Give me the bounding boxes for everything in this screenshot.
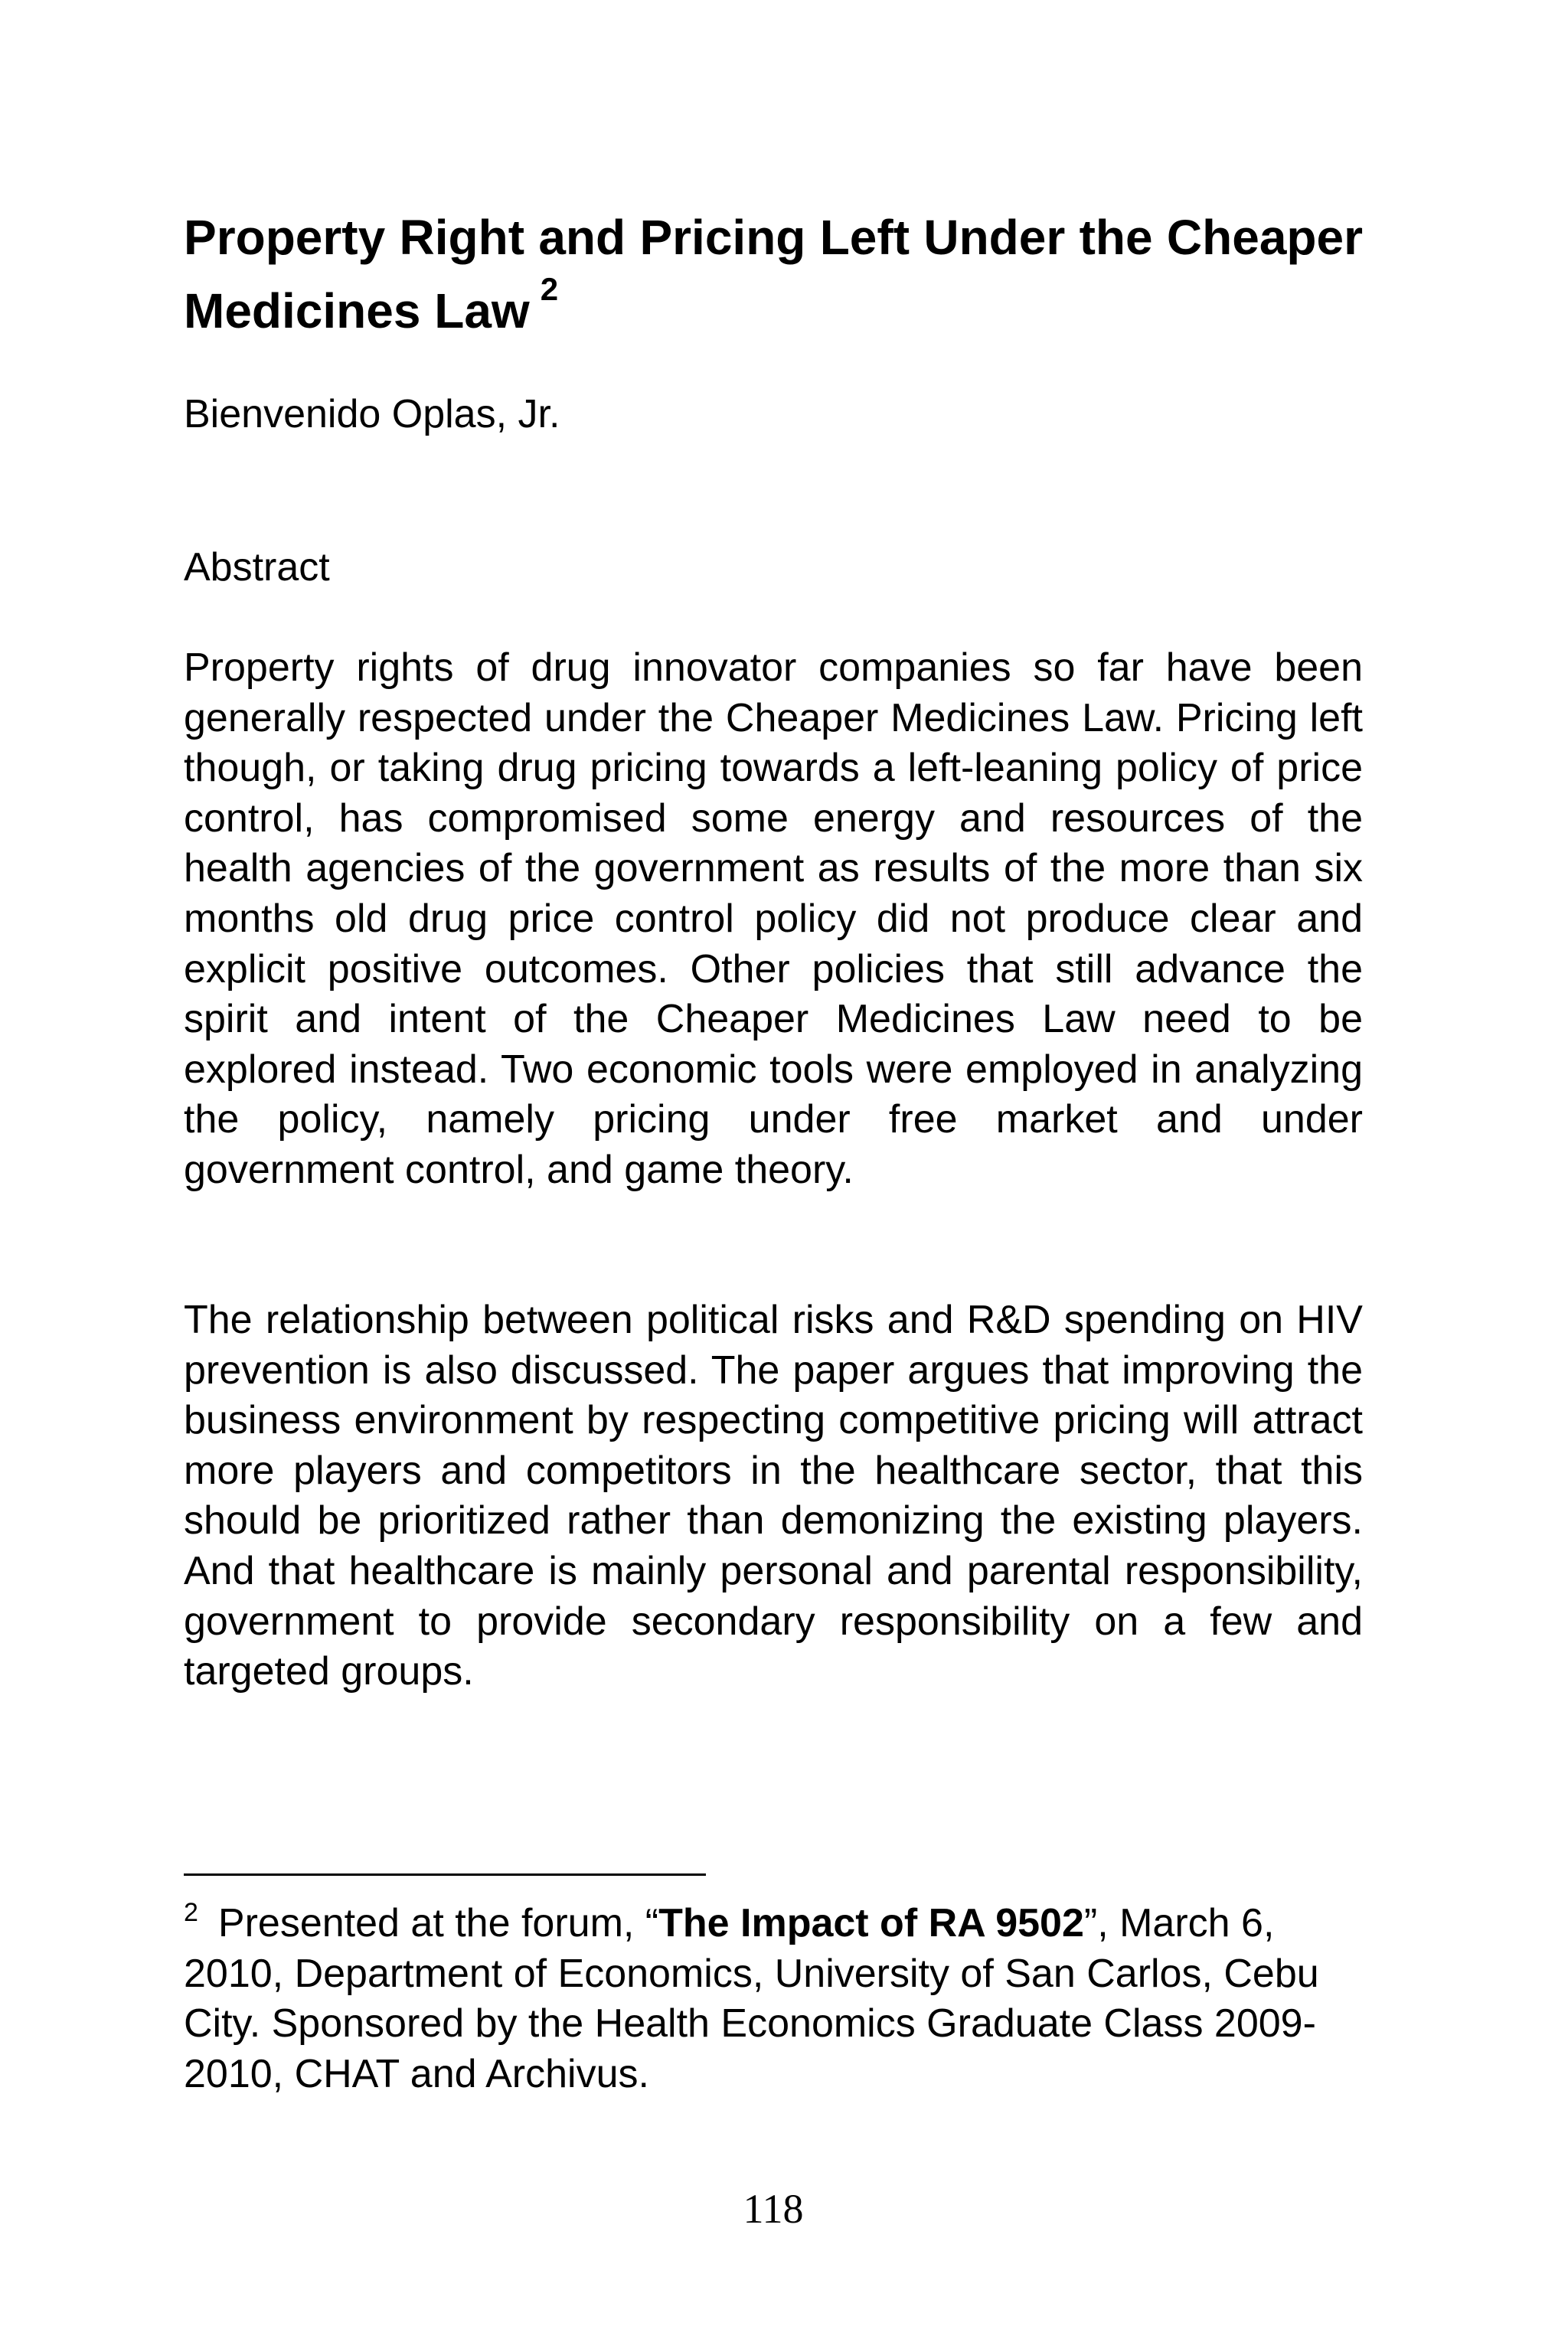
title-footnote-reference[interactable]: 2 [540,271,559,307]
abstract-heading: Abstract [184,545,330,590]
footnote-marker: 2 [184,1898,198,1927]
author-name: Bienvenido Oplas, Jr. [184,392,560,436]
footnote [184,1899,1363,2099]
footnote-separator [184,1873,706,1876]
document-page [184,0,1363,2352]
abstract-paragraph-1: Property rights of drug innovator companies so far have been generally respected under the Cheaper Medicines Law. Pricing left though, or taking drug pricing towards a left-leaning policy of price control, has compromised some energy and resources of the health agencies of the government as results of the more than six months old drug price control policy did not produce clear and explicit positive outcomes. Other policies that still advance the spirit and intent of the Cheaper Medicines Law need to be explored instead. Two economic tools were employed in analyzing the policy, namely pricing under free market and under government control, and game theory. [184,645,1363,1192]
footnote-text-after: ”, March 6, 2010, Department of Economics, University of San Carlos, Cebu City. Sponsored by the Health Economics Graduate Class 2009-2010, CHAT and Archivus. [184,1901,1319,2096]
article-title-text: Property Right and Pricing Left Under the Cheaper Medicines Law [184,210,1363,338]
footnote-emphasis: The Impact of RA 9502 [658,1901,1084,1945]
page-number: 118 [743,2186,804,2232]
footnote-text-before: Presented at the forum, “ [217,1901,659,1945]
article-title [184,201,1363,348]
abstract-paragraph-2: The relationship between political risks and R&D spending on HIV prevention is also discussed. The paper argues that improving the business environment by respecting competitive pricing will attract more players and competitors in the healthcare sector, that this should be prioritized rather than demonizing the existing players. And that healthcare is mainly personal and parental responsibility, government to provide secondary responsibility on a few and targeted groups. [184,1298,1363,1694]
